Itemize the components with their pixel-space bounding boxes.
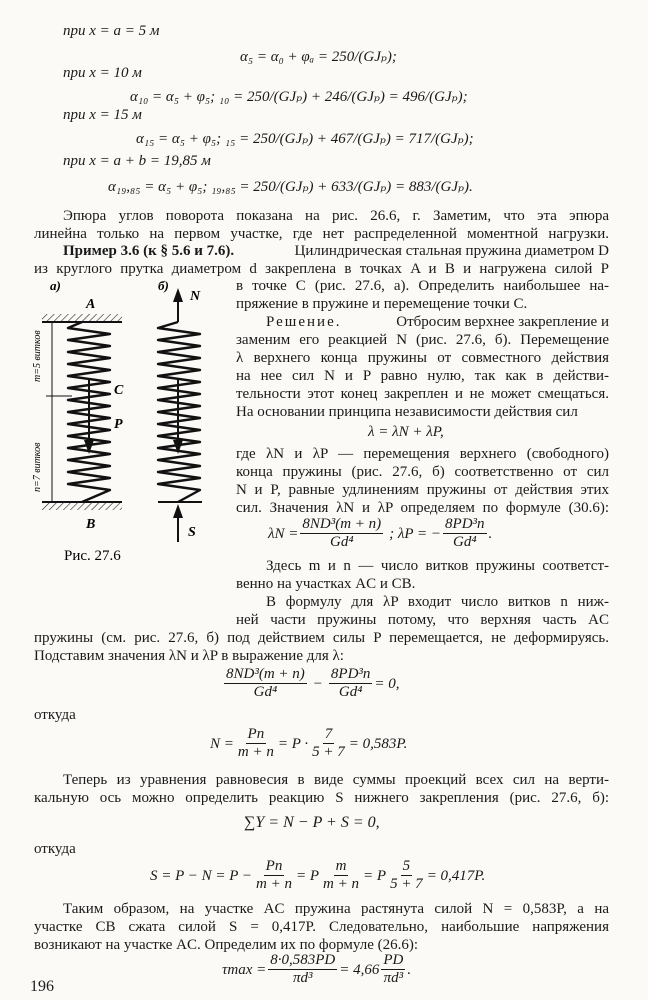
figure-27-6: [20, 270, 236, 570]
paragraph-line: Таким образом, на участке AC пружина растянута силой N = 0,583P, а на: [63, 901, 609, 917]
example-text: Цилиндрическая стальная пружина диаметром D: [294, 243, 609, 259]
bottom-wall: [42, 502, 122, 510]
paragraph-line: N и P, равные удлинениям пружины от действия этих: [236, 482, 609, 498]
paragraph-line: λ верхнего конца пружины от совместного действия: [236, 350, 609, 366]
text-line: при x = 10 м: [63, 65, 142, 81]
equation-lambda-n-p: λN = $\frac{\text{8ND³(m + n)}}{\text{Gd⁴}}$ ; λP = − $\frac{\text{8PD³n}}{\text{Gd⁴}}$ .: [268, 516, 493, 550]
paragraph-line: возникают на участке AC. Определим их по формуле (26.6):: [34, 937, 419, 953]
equation-tau: τmax = $\frac{8\cdot 0,583PD}{\text{πd³}}$ = 4,66 $\frac{PD}{\text{πd³}}$ .: [222, 952, 412, 986]
text-line: при x = a + b = 19,85 м: [63, 153, 211, 169]
paragraph-line: На основании принципа независимости действия сил: [236, 404, 578, 420]
paragraph-line: из круглого прутка диаметром d закреплена в точках A и B и нагружена силой P: [34, 261, 609, 277]
equation-S: S = P − N = P − $\frac{Pn}{m + n}$ = P $\frac{m}{m + n}$ = P $\frac{5}{5 + 7}$ = 0,417P.: [150, 858, 486, 892]
paragraph-line: в точке C (рис. 27.6, а). Определить наибольшее на-: [236, 278, 609, 294]
paragraph-line: где λN и λP — перемещения верхнего (свободного): [236, 446, 609, 462]
label-S: S: [188, 525, 196, 540]
label-C: C: [114, 383, 124, 398]
label-n: n=7 витков: [32, 442, 43, 492]
paragraph-line: ней части пружины потому, что верхняя часть AC: [236, 612, 609, 628]
paragraph-line: Здесь m и n — число витков пружины соответст-: [266, 558, 609, 574]
equation: α₅ = α₀ + φₐ = 250/(GJₚ);: [240, 49, 397, 65]
paragraph-line: В формулу для λP входит число витков n ниж-: [266, 594, 609, 610]
paragraph-line: сил. Значения λN и λP определяем по формуле (30.6):: [236, 500, 609, 516]
example-heading-line: [63, 242, 609, 260]
text-line: откуда: [34, 707, 76, 723]
equation: λ = λN + λP,: [368, 424, 444, 440]
paragraph-line: кальную ось можно определить реакцию S нижнего закрепления (рис. 27.6, б):: [34, 790, 609, 806]
top-wall: [42, 314, 122, 322]
equation-balance: $\frac{\text{8ND³(m + n)}}{\text{Gd⁴}}$ − $\frac{\text{8PD³n}}{\text{Gd⁴}}$ = 0,: [226, 666, 400, 700]
paragraph-line: венно на участках AC и CB.: [236, 576, 416, 592]
equation: α₁₀ = α₅ + φ₅; ₁₀ = 250/(GJₚ) + 246/(GJₚ) = 496/(GJₚ);: [130, 89, 468, 105]
fig-label-a: а): [50, 278, 61, 293]
label-B: B: [86, 517, 96, 532]
paragraph-line: заменим его реакцией N (рис. 27.6, б). Перемещение: [236, 332, 609, 348]
paragraph-line: конца пружины (рис. 27.6, б) соответственно от сил: [236, 464, 609, 480]
paragraph-line: пружины (см. рис. 27.6, б) под действием силы P перемещается, не деформируясь.: [34, 630, 609, 646]
solution-title: Решение.: [266, 314, 342, 330]
paragraph-line: Теперь из уравнения равновесия в виде суммы проекций всех сил на верти-: [63, 772, 609, 788]
fig-label-b: б): [158, 278, 169, 293]
text-line: откуда: [34, 841, 76, 857]
paragraph-line: на нее сил N и P равно нулю, так как в действи-: [236, 368, 609, 384]
solution-text: Отбросим верхнее закрепление и: [396, 314, 609, 330]
page-number: 196: [30, 978, 54, 995]
paragraph-line: участке CB сжата силой S = 0,417P. Следовательно, наибольшие напряжения: [34, 919, 609, 935]
label-m: m=5 витков: [32, 330, 43, 382]
paragraph-line: Подставим значения λN и λP в выражение для λ:: [34, 648, 344, 664]
paragraph-line: Эпюра углов поворота показана на рис. 26.6, г. Заметим, что эта эпюра: [63, 208, 609, 224]
equation-sum: ∑Y = N − P + S = 0,: [244, 814, 380, 831]
text-line: при x = 15 м: [63, 107, 142, 123]
label-N: N: [190, 289, 201, 304]
example-title: Пример 3.6 (к § 5.6 и 7.6).: [63, 243, 235, 259]
paragraph-line: тельности этот конец закреплен и не может смещаться.: [236, 386, 609, 402]
solution-heading-line: [266, 313, 609, 331]
text-line: при x = a = 5 м: [63, 23, 160, 39]
label-A: A: [86, 297, 96, 312]
paragraph-line: линейна только на первом участке, где нет распределенной моментной нагрузки.: [34, 226, 609, 242]
figure-caption: Рис. 27.6: [64, 548, 121, 564]
equation: α₁₅ = α₅ + φ₅; ₁₅ = 250/(GJₚ) + 467/(GJₚ) = 717/(GJₚ);: [136, 131, 474, 147]
label-P: P: [114, 417, 123, 432]
equation-N: N = $\frac{Pn}{m + n}$ = P · $\frac{7}{5 + 7}$ = 0,583P.: [210, 726, 408, 760]
paragraph-line: пряжение в пружине и перемещение точки C.: [236, 296, 528, 312]
equation: α₁₉,₈₅ = α₅ + φ₅; ₁₉,₈₅ = 250/(GJₚ) + 633/(GJₚ) = 883/(GJₚ).: [108, 179, 473, 195]
